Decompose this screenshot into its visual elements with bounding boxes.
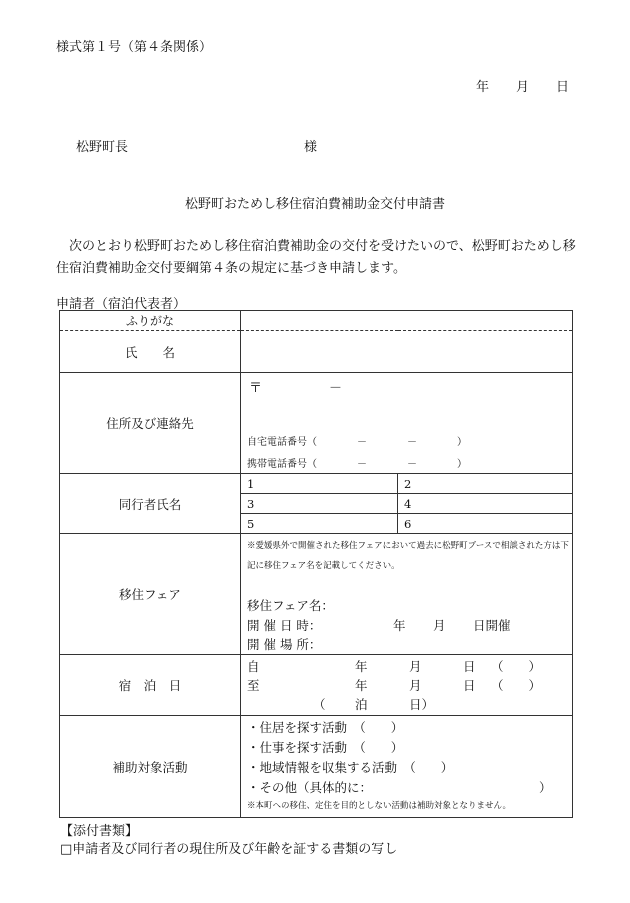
fair-field[interactable] — [241, 534, 573, 655]
stay-from-month: 月 — [409, 659, 422, 674]
fair-note: ※愛媛県外で開催された移住フェアにおいて過去に松野町ブースで相談された方は下記に移住フェア名を記載してください。 — [247, 541, 569, 571]
stay-to-month: 月 — [409, 678, 422, 693]
stay-from-year: 年 — [355, 659, 368, 674]
date-month: 月 — [516, 80, 530, 95]
stay-to: 至 — [247, 678, 260, 693]
form-number: 様式第１号（第４条関係） — [56, 40, 213, 55]
date-year: 年 — [476, 80, 490, 95]
addressee: 松野町長 — [76, 140, 129, 155]
activity-note: ※本町への移住、定住を目的としない活動は補助対象となりません。 — [247, 801, 512, 811]
stay-to-year: 年 — [355, 678, 368, 693]
stay-from: 自 — [247, 659, 260, 674]
applicant-label: 申請者（宿泊代表者） — [56, 297, 187, 312]
activity-label: 補助対象活動 — [60, 716, 241, 818]
companions-label: 同行者氏名 — [60, 474, 241, 534]
document-title: 松野町おためし移住宿泊費補助金交付申請書 — [184, 197, 445, 212]
fair-date-month: 月 — [433, 618, 446, 633]
name-label: 氏 名 — [60, 331, 241, 373]
activity-field[interactable] — [241, 716, 573, 818]
fair-date-held: 日開催 — [473, 618, 511, 633]
attachment-item[interactable]: □申請者及び同行者の現住所及び年齢を証する書類の写し — [60, 842, 398, 857]
days-close: 日） — [409, 697, 435, 712]
fair-date-label: 開 催 日 時： — [247, 618, 322, 633]
stay-from-weekday: （ ） — [491, 659, 542, 674]
address-label: 住所及び連絡先 — [60, 373, 241, 474]
home-phone: 自宅電話番号（ － － ） — [247, 437, 467, 448]
name-field[interactable] — [241, 331, 573, 373]
fair-place-label: 開 催 場 所： — [247, 637, 322, 652]
attachments-heading: 【添付書類】 — [60, 824, 139, 839]
stay-to-weekday: （ ） — [491, 678, 542, 693]
companion-5[interactable]: 5 — [241, 514, 398, 534]
activity-housing[interactable]: ・住居を探す活動 （ ） — [247, 720, 404, 735]
companion-2[interactable]: 2 — [398, 474, 573, 494]
companion-1[interactable]: 1 — [241, 474, 398, 494]
companion-3[interactable]: 3 — [241, 494, 398, 514]
furigana-label: ふりがな — [60, 311, 241, 331]
activity-other-close: ） — [539, 780, 552, 795]
stay-field[interactable] — [241, 655, 573, 716]
furigana-field[interactable] — [241, 311, 573, 331]
stay-label: 宿 泊 日 — [60, 655, 241, 716]
date-day: 日 — [556, 80, 570, 95]
mobile-phone: 携帯電話番号（ － － ） — [247, 459, 467, 470]
postal-dash: － — [329, 381, 343, 396]
honorific: 様 — [304, 140, 318, 155]
address-field[interactable] — [241, 373, 573, 474]
fair-date-year: 年 — [393, 618, 406, 633]
body-paragraph: 次のとおり松野町おためし移住宿泊費補助金の交付を受けたいので、松野町おためし移住宿泊費補助金交付要綱第４条の規定に基づき申請します。 — [56, 239, 576, 276]
companion-4[interactable]: 4 — [398, 494, 573, 514]
nights-label: 泊 — [355, 697, 368, 712]
stay-to-day: 日 — [463, 678, 476, 693]
postal-mark: 〒 — [249, 381, 263, 396]
activity-job[interactable]: ・仕事を探す活動 （ ） — [247, 740, 404, 755]
activity-info[interactable]: ・地域情報を収集する活動 （ ） — [247, 760, 454, 775]
activity-other[interactable]: ・その他（具体的に： — [247, 780, 373, 795]
stay-from-day: 日 — [463, 659, 476, 674]
companion-6[interactable]: 6 — [398, 514, 573, 534]
nights-open: （ — [313, 697, 326, 712]
fair-name-label: 移住フェア名： — [247, 598, 334, 613]
fair-label: 移住フェア — [60, 534, 241, 655]
application-form-table — [59, 310, 573, 818]
